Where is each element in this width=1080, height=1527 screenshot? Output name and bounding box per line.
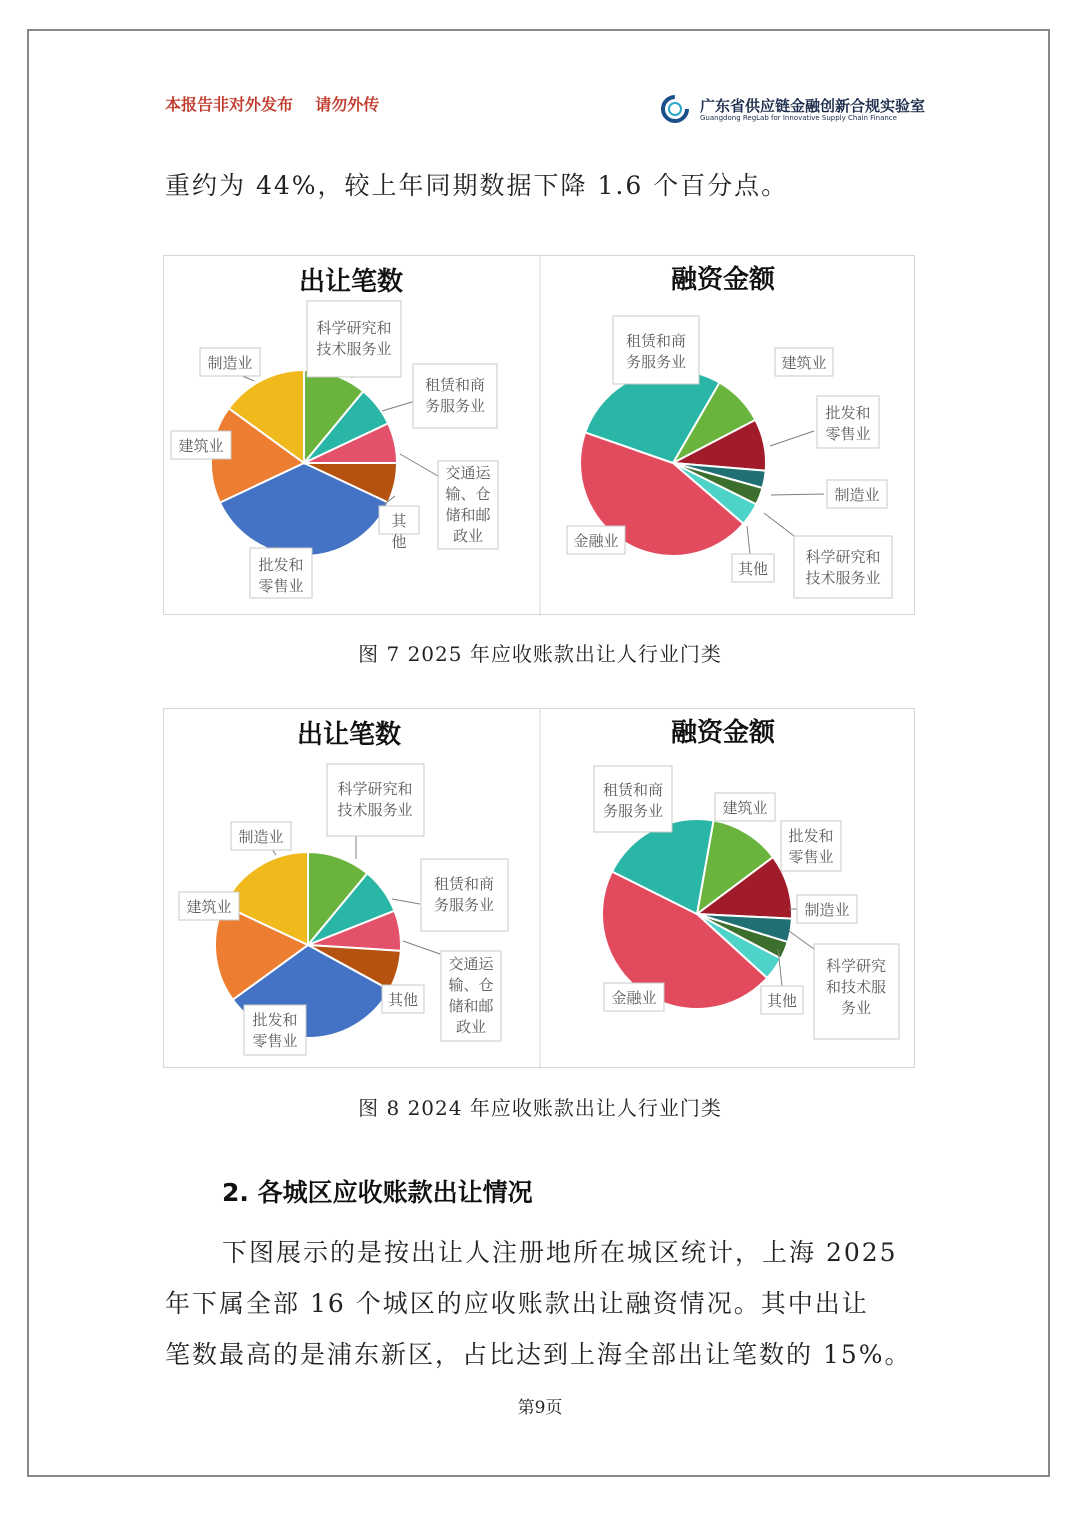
data-label xyxy=(231,822,291,855)
lab-title: 广东省供应链金融创新合规实验室 xyxy=(700,97,926,115)
svg-text:其他: 其他 xyxy=(391,512,407,551)
svg-text:科学研究和技术服务业: 科学研究和技术服务业 xyxy=(337,780,413,819)
data-label xyxy=(789,895,857,923)
svg-text:制造业: 制造业 xyxy=(207,354,253,372)
svg-text:建筑业: 建筑业 xyxy=(722,799,768,817)
svg-text:金融业: 金融业 xyxy=(573,532,619,550)
figure-8 xyxy=(163,708,915,1068)
svg-text:制造业: 制造业 xyxy=(804,901,850,919)
chart-title: 融资金额 xyxy=(670,718,776,748)
paragraph-line: 年下属全部 16 个城区的应收账款出让融资情况。其中出让 xyxy=(165,1289,869,1318)
lab-logo-icon xyxy=(660,94,690,124)
data-label xyxy=(567,526,625,554)
paragraph-line: 下图展示的是按出让人注册地所在城区统计，上海 2025 xyxy=(222,1238,898,1267)
data-label xyxy=(250,546,312,598)
data-label xyxy=(307,301,401,378)
data-label xyxy=(179,892,239,920)
pie-2025-count xyxy=(211,370,397,556)
svg-text:制造业: 制造业 xyxy=(834,486,880,504)
svg-text:建筑业: 建筑业 xyxy=(186,898,232,916)
chart-title: 出让笔数 xyxy=(296,720,402,750)
svg-text:交通运输、仓储和邮政业: 交通运输、仓储和邮政业 xyxy=(445,464,491,545)
paragraph-line: 笔数最高的是浦东新区，占比达到上海全部出让笔数的 15%。 xyxy=(165,1340,912,1369)
page-number: 第9页 xyxy=(517,1398,563,1418)
pie-2024-amount xyxy=(602,819,792,1009)
figure-8-charts xyxy=(164,709,916,1069)
svg-text:金融业: 金融业 xyxy=(611,989,657,1007)
svg-text:租赁和商务服务业: 租赁和商务服务业 xyxy=(433,875,495,914)
data-label xyxy=(400,454,498,549)
figure-8-caption: 图 8 2024 年应收账款出让人行业门类 xyxy=(358,1096,722,1120)
data-label xyxy=(789,931,899,1039)
intro-line: 重约为 44%，较上年同期数据下降 1.6 个百分点。 xyxy=(165,171,789,200)
data-label xyxy=(604,983,664,1011)
data-label xyxy=(392,859,508,931)
figure-7-charts xyxy=(164,256,916,616)
svg-text:其他: 其他 xyxy=(737,560,769,578)
data-label xyxy=(327,764,424,859)
svg-text:租赁和商务服务业: 租赁和商务服务业 xyxy=(625,332,687,371)
svg-text:其他: 其他 xyxy=(766,992,798,1010)
svg-text:科学研究和技术服务业: 科学研究和技术服务业 xyxy=(825,957,887,1017)
svg-text:租赁和商务服务业: 租赁和商务服务业 xyxy=(602,781,664,820)
svg-text:科学研究和技术服务业: 科学研究和技术服务业 xyxy=(316,319,392,358)
data-label xyxy=(732,526,774,582)
data-label xyxy=(781,821,841,871)
data-label xyxy=(244,1005,306,1055)
data-label xyxy=(775,348,833,376)
data-label xyxy=(770,396,879,448)
lab-subtitle: Guangdong RegLab for Innovative Supply Chain Finance xyxy=(700,114,897,122)
data-label xyxy=(764,513,892,598)
svg-text:批发和零售业: 批发和零售业 xyxy=(788,827,834,866)
figure-7-caption: 图 7 2025 年应收账款出让人行业门类 xyxy=(358,642,722,666)
svg-text:其他: 其他 xyxy=(387,991,419,1009)
data-label xyxy=(613,316,699,384)
svg-text:批发和零售业: 批发和零售业 xyxy=(825,404,871,443)
chart-title: 出让笔数 xyxy=(298,267,404,297)
svg-text:制造业: 制造业 xyxy=(238,828,284,846)
data-label xyxy=(171,431,231,459)
data-label xyxy=(715,793,775,821)
svg-text:科学研究和技术服务业: 科学研究和技术服务业 xyxy=(805,548,881,587)
confidential-notice: 本报告非对外发布 请勿外传 xyxy=(165,95,380,114)
data-label xyxy=(771,480,887,508)
figure-7 xyxy=(163,255,915,615)
svg-text:批发和零售业: 批发和零售业 xyxy=(258,556,304,595)
data-label xyxy=(382,985,424,1013)
svg-text:批发和零售业: 批发和零售业 xyxy=(252,1011,298,1050)
chart-title: 融资金额 xyxy=(670,265,776,295)
svg-text:租赁和商务服务业: 租赁和商务服务业 xyxy=(424,376,486,415)
svg-text:建筑业: 建筑业 xyxy=(781,354,827,372)
data-label xyxy=(200,348,260,381)
svg-text:交通运输、仓储和邮政业: 交通运输、仓储和邮政业 xyxy=(448,955,494,1036)
data-label xyxy=(379,496,419,551)
svg-text:建筑业: 建筑业 xyxy=(178,437,224,455)
section-heading: 2. 各城区应收账款出让情况 xyxy=(222,1178,533,1207)
pie-2024-count xyxy=(215,852,401,1038)
data-label xyxy=(594,766,672,832)
